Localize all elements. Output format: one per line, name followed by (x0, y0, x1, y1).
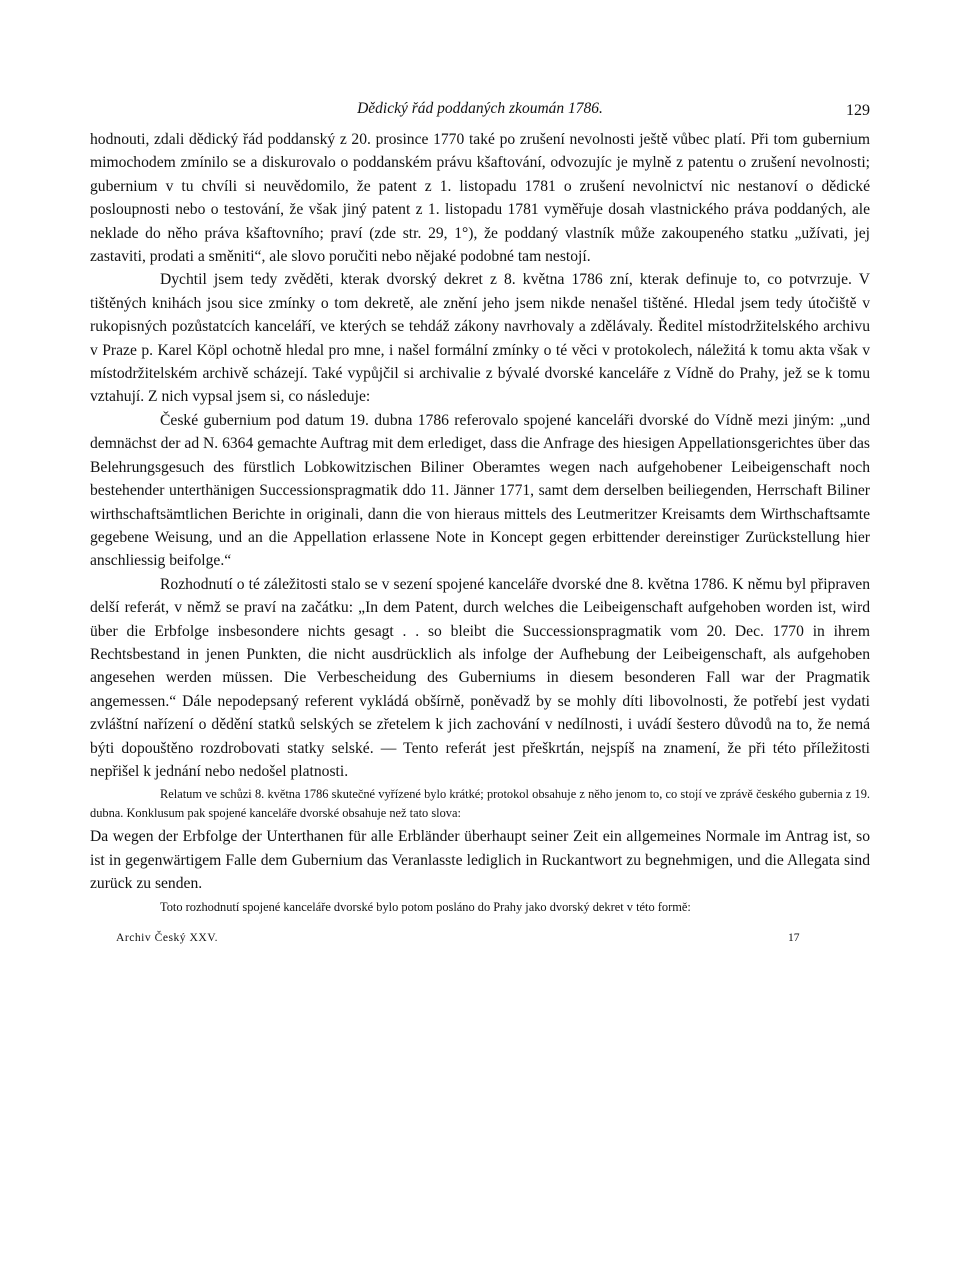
running-header (90, 96, 870, 128)
body-text (90, 128, 870, 783)
note-paragraph: Relatum ve schůzi 8. května 1786 skutečné vyřízené bylo krátké; protokol obsahuje z něho jenom to, co stojí ve zprávě českého gubernia z 19. dubna. Konklusum pak spojené kanceláře dvorské obsahuje než tato slova: (90, 787, 870, 821)
running-title: Dědický řád poddaných zkoumán 1786. (357, 100, 603, 117)
footer-signature: Archiv Český XXV. (116, 930, 218, 944)
document-page (90, 96, 870, 951)
closing-text (90, 898, 870, 917)
decree-paragraph: Da wegen der Erbfolge der Unterthanen für alle Erbländer überhaupt seiner Zeit ein allgemeines Normale im Antrag ist, so ist in gegenwärtigem Falle dem Gubernium das Veranlasste lediglich in Ruckantwort zu begnehmigen, und die Allegata sind zurück zu senden. (90, 828, 870, 893)
paragraph: Rozhodnutí o té záležitosti stalo se v sezení spojené kanceláře dvorské dne 8. května 1786. K němu byl připraven delší referát, v němž se praví na začátku: „In dem Patent, durch welches die Leibeigenschaft aufgehoben worden ist, wird über die Erbfolge insbesondere nichts gesagt . . so bleibt die Successionspragmatik vom 20. Dec. 1770 in ihrem Rechtsbestand in jenen Punkten, die nicht ausdrücklich als infolge der Aufhebung der Leibeigenschaft, als aufgehoben angesehen werden müssen. Die Verbescheidung des Guberniums in diesem besonderen Fall war der Pragmatik angemessen.“ Dále nepodepsaný referent vykládá obšírně, poněvadž by se mohly díti libovolnosti, že potřebí jest vydati zvláštní nařízení o dědění statků selských se zřetelem k jich zachování v nedílnosti, i uvádí šestero důvodů na to, že nemá býti dopouštěno rozdrobovati statky selské. — Tento referát jest přeškrtán, nejspíš na znamení, že při této příležitosti nepřišel k jednání nebo nedošel platnosti. (90, 575, 870, 780)
page-footer (90, 931, 870, 951)
closing-paragraph: Toto rozhodnutí spojené kanceláře dvorské bylo potom posláno do Prahy jako dvorský dekret v této formě: (160, 899, 691, 914)
paragraph: hodnouti, zdali dědický řád poddanský z 20. prosince 1770 také po zrušení nevolnosti ještě vůbec platí. Při tom gubernium mimochodem zmínilo se a diskurovalo o poddanském právu kšaftování, odvozujíc je mylně z patentu o zrušení nevolnosti; gubernium v tu chvíli si neuvědomilo, že patent z 1. listopadu 1781 o zrušení nevolnictví nic nestanoví o dědické posloupnosti nebo o testování, že však jiný patent z 1. listopadu 1781 vyměřuje dosah vlastnického práva poddaných, ale neklade do něho práva kšaftovního; praví (zde str. 29, 1°), že poddaný vlastník může zakoupeného statku „užívati, jej zastaviti, prodati a směniti“, ale slovo poručiti nebo nějaké podobné tam nestojí. (90, 131, 870, 266)
note-text (90, 785, 870, 823)
decree-text (90, 825, 870, 895)
footer-sheet-number: 17 (788, 930, 800, 944)
quoted-paragraph: České gubernium pod datum 19. dubna 1786 referovalo spojené kanceláři dvorské do Vídně mezi jiným: „und demnächst der ad N. 6364 gemachte Auftrag mit dem erlediget, dass die Anfrage des hiesigen Appellationsgerichtes über das Belehrungsgesuch des fürstlich Lobkowitzischen Biliner Oberamtes wegen nach aufgehobener Leibeigenschaft noch bestehender unterthänigen Successionspragmatik ddo 11. Jänner 1771, samt dem derselben beiliegenden, Herrschaft Biliner wirthschaftsämtlichen Berichte in originali, dann die von hieraus mittels des Leutmeritzer Kreisamts dem Wirthschaftsamte gegebene Weisung, und an die Appellation erlassene Note in Koncept gegen erbittender dereinstiger Zurückstellung hier anschliessig beifolge.“ (90, 411, 870, 570)
page-number: 129 (846, 102, 870, 119)
paragraph: Dychtil jsem tedy zvěděti, kterak dvorský dekret z 8. května 1786 zní, kterak definuje to, co potvrzuje. V tištěných knihách jsou sice zmínky o tom dekretě, ale znění jeho jsem nikde nenašel tištěné. Hledal jsem tedy útočiště v rukopisných pozůstatcích kanceláří, ve kterých se tehdáž zákony navrhovaly a zdělávaly. Ředitel místodržitelského archivu v Praze p. Karel Köpl ochotně hledal pro mne, i našel formální zmínky o té věci v protokolech, náležitá k tomu akta však v místodržitelském archivě scházejí. Také vypůjčil si archivalie z bývalé dvorské kanceláře z Vídně do Prahy, jež se k tomu vztahují. Z nich vypsal jsem si, co následuje: (90, 271, 870, 406)
